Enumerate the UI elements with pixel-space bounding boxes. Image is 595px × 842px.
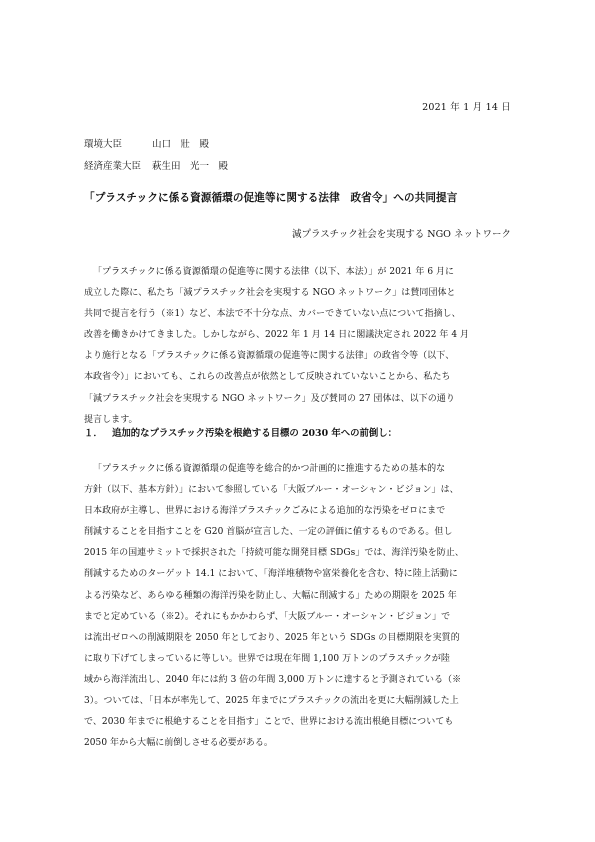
document-title: 「プラスチックに係る資源循環の促進等に関する法律 政省令」への共同提言 [84, 192, 458, 204]
author-organization: 減プラスチック社会を実現する NGO ネットワーク [292, 229, 511, 240]
letter-date: 2021 年 1 月 14 日 [422, 102, 511, 113]
text-line: 「プラスチックに係る資源循環の促進等に関する法律（以下、本法）」が 2021 年 6 月に [93, 267, 455, 277]
text-line: 共同で提言を行う（※1）など、本法で不十分な点、カバーできていない点について指摘し、 [84, 309, 461, 320]
text-line: 「プラスチックに係る資源循環の促進等を総合的かつ計画的に推進するための基本的な [93, 464, 446, 474]
addressee-economy-minister [84, 156, 228, 178]
addressee-block [84, 134, 228, 178]
text-line: 本政省令）」においても、これらの改善点が依然として反映されていないことから、私たち [84, 372, 451, 383]
text-line: 域から海洋流出し、2040 年には約 3 倍の年間 3,000 万トンに達すると予測されている（※ [84, 674, 462, 685]
text-line: 3）。ついては、「日本が率先して、2025 年までにプラスチックの流出を更に大幅削減した上 [84, 696, 459, 707]
text-line: 成立した際に、私たち「減プラスチック社会を実現する NGO ネットワーク」は賛同団体と [84, 288, 456, 299]
text-line: 削減することを目指すことを G20 首脳が宣言した、一定の評価に値するものである。但し [84, 527, 453, 538]
text-line: 「減プラスチック社会を実現する NGO ネットワーク」及び賛同の 27 団体は、以下の通り [84, 393, 455, 404]
section-1-heading [84, 425, 397, 439]
text-line: 削減するためのターゲット 14.1 において、「海洋堆積物や富栄養化を含む、特に陸上活動に [84, 569, 458, 580]
section-number: １． [84, 428, 103, 439]
addressee-name: 山口 壯 殿 [152, 139, 210, 150]
addressee-title: 経済産業大臣 [84, 161, 142, 172]
text-line: は流出ゼロへの削減期限を 2050 年としており、2025 年という SDGs の目標期限を実質的 [84, 632, 460, 643]
addressee-title: 環境大臣 [84, 139, 123, 150]
text-line: に取り下げてしまっているに等しい。世界では現在年間 1,100 万トンのプラスチックが陸 [84, 653, 450, 664]
section-heading-text: 追加的なプラスチック汚染を根絶する目標の 2030 年への前倒し： [112, 428, 397, 439]
text-line: 2015 年の国連サミットで採択された「持続可能な開発目標 SDGs」では、海洋汚染を防止、 [84, 548, 464, 559]
intro-paragraph [84, 262, 514, 431]
text-line: 方針（以下、基本方針）」において参照している「大阪ブルー・オーシャン・ビジョン」は、 [84, 485, 459, 496]
addressee-name: 萩生田 光一 殿 [152, 161, 229, 172]
text-line: 日本政府が主導し、世界における海洋プラスチックごみによる追加的な汚染をゼロにまで [84, 506, 446, 517]
text-line: で、2030 年までに根絶することを目指す」ことで、世界における流出根絶目標についても [84, 717, 454, 728]
text-line: までと定めている（※2）。それにもかかわらず、「大阪ブルー・オーシャン・ビジョン」で [84, 611, 451, 622]
text-line: 2050 年から大幅に前倒しさせる必要がある。 [84, 738, 273, 749]
text-line: 改善を働きかけてきました。しかしながら、2022 年 1 月 14 日に閣議決定され 2022 年 4 月 [84, 330, 470, 341]
addressee-environment-minister [84, 134, 228, 156]
section-1-body [84, 459, 514, 754]
text-line: より施行となる「プラスチックに係る資源循環の促進等に関する法律」の政省令等（以下、 [84, 351, 455, 362]
text-line: よる汚染など、あらゆる種類の海洋汚染を防止し、大幅に削減する」ための期限を 2025 年 [84, 590, 457, 601]
text-line: 提言します。 [84, 414, 138, 425]
